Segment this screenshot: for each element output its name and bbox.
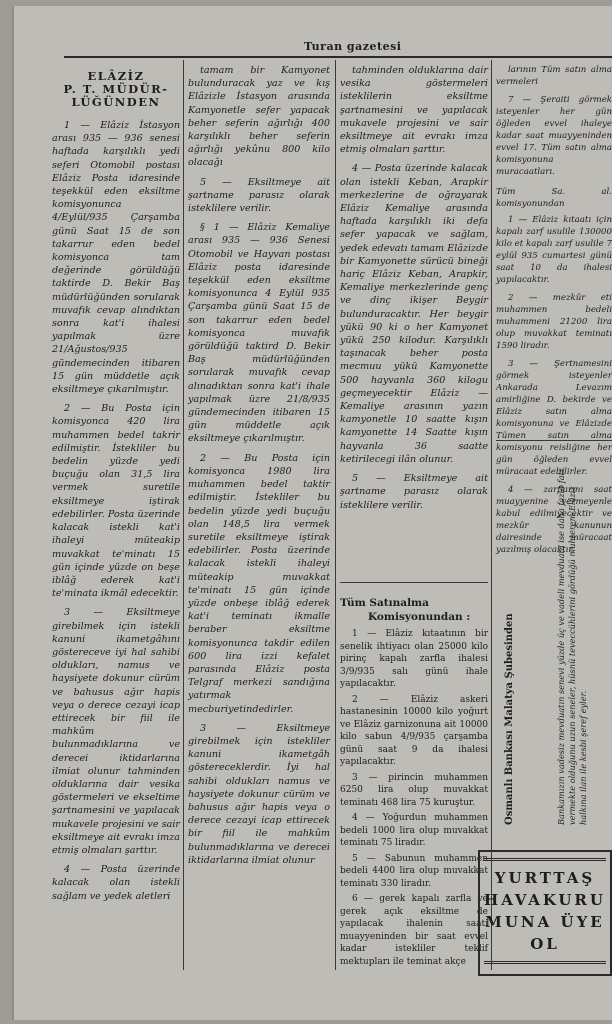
paragraph: 5 — Sabunun muhammen bedeli 4400 lira olup muvakkat teminatı 330 liradır.: [340, 853, 488, 889]
heading-line: P. T. MÜDÜR-: [63, 82, 169, 96]
paragraph: 4 — zarflarını saat muayyenine vermeyenle kabul edilmiyecektir ve mezkûr kanunun dairesinde müracaat yazılmış olacaktır.: [496, 485, 612, 555]
notice-heading: [340, 596, 488, 624]
advert-line: MUNA ÜYE: [485, 913, 605, 931]
paragraph: 3 — Eksiltmeye girebilmek için istekli kanuni ikametgâhını göstereceve iyi hal sahibi oldukları, namus ve haysiyete dokunur cürüm ve bahusus ağır hapis veya o derece cezayi icap ettirecek bir fiil ile mahkûm bulunmadıklarına ve derecei iktidarlarına ilmiat olunur tahminden olduklarına dair vesika göstermeleri ve ekseltime şartnamesini ve yapılacak mukavele projesini ve sair eksiltmeye ait evrakı imza etmiş olmaları şarttır.: [52, 607, 180, 856]
article-ptt-column-3: [340, 64, 488, 574]
paragraph: 6 — gerek kapalı zarfla ve gerek açık eksiltme de yapılacak ihalenin saati muayyeninden bir saat evvel kadar istekliler teklif mektupları ile teminat akçe: [340, 894, 488, 967]
paragraph: 4 — Posta üzerinde kalacak olan istekli sağlam ve yedek aletleri: [52, 864, 180, 902]
heading-line: Komisyonundan :: [368, 611, 471, 623]
paragraph: 3 — Şertnamesini görmek isteyenler Ankarada Levazım amirliğine D. bekirde ve Elâziz satın alma komisyonuna ve Elâzizde Tümen satın alma komisyonu reisliğine her gün öğleden evvel müracaat edebilirler.: [496, 359, 612, 477]
paragraph: larının Tüm satın alma vermeleri: [496, 65, 612, 87]
paragraph: § 1 — Elâziz Kemaliye arası 935 — 936 Senesi Otomobil ve Hayvan postası Elâziz posta idaresinde teşekkül eden eksiltme komisyonunca 4 Eylül 935 Çarşamba günü Saat 15 de son takarrur eden bedel komisyonca muvafık görüldüğü taktird D. Bekir Baş müdürlüğünden sorularak muvafık cevap alınadıktan sonra kat'i ihale yapılmak üzre 21/8/935 gündemecinden itibaren 15 gün müddetle açık eksiltmeye çıkarılmıştır.: [188, 222, 330, 445]
article-ptt-column-2: [188, 64, 330, 964]
section-rule: [340, 582, 488, 583]
paragraph: 2 — Bu Posta için komisyonca 1980 lira muhammen bedel taktir edilmiştir. İstekliler bu bedelin yüzde yedi buçuğu olan 148,5 lira vermek suretile eksiltmeye iştirak edebilirler. Posta üzerinde kalacak istekli ihaleyi müteakip muvakkat te'minatı 15 gün içinde yüzde onbeşe iblâğ ederek kat'i teminatı ikmalle beraber eksiltme komisyonunca takdir edilen 600 lira izzi kefalet parasında Elâziz posta Telgraf merkezi sandığına yatırmak mecburiyetindedirler.: [188, 452, 330, 715]
running-head: Turan gazetesi: [304, 40, 402, 53]
bank-notice-text: Bankamızın vadesiz mevduatın senevi yüzde üç ve vadeli mevduata ise daha fazla faiz vermekte olduğunu uzun seneler, hüsnü teveccühlerini gördüğü muhterem Elâziz halkına ilan ile kesbi şeref eyler.: [556, 468, 588, 825]
tum-satinalma-notice: [340, 596, 488, 976]
paragraph: 7 — Şeraiti görmek isteyenler her gün öğleden evvel ihaleye kadar saat muayyeninden evvel 17. Tüm satın alma komisyonuna muracaatları.: [496, 95, 612, 177]
paragraph: 3 — pirincin muhammen 6250 lira olup muvakkat teminatı 468 lira 75 kuruştur.: [340, 772, 488, 808]
havakurumu-advert: [478, 850, 612, 976]
advert-line: OL: [530, 935, 560, 953]
paragraph: 1 — Elâziz İstasyon arası 935 — 936 senesi haftada karşılıklı yedi seferi Otomobil postası Elâziz Posta idaresinde teşekkül eden eksiltme komisyonunca 4/Eylül/935 Çarşamba günü Saat 15 de son takarrur eden bedel komisyonca tam değerinde görüldüğü taktirde D. Bekir Baş müdürlüğünden sorularak muvafık cevap alındıktan sonra kat'i ihalesi yapılmak üzre 21/Ağustos/935 gündemecinden itibaren 15 gün müddetle açık eksiltmeye çıkarılmıştır.: [52, 120, 180, 396]
paragraph: 4 — Yoğurdun muhammen bedeli 1000 lira olup muvakkat teminatı 75 liradır.: [340, 813, 488, 848]
paragraph: tahminden olduklarına dair vesika göstermeleri isteklilerin eksiltme şartnamesini ve yapılacak mukavele projesini ve sair eksiltmeye ait evrakı imza etmiş olmaları şarttır.: [340, 65, 488, 156]
column-rule: [183, 60, 184, 970]
paragraph: 3 — Eksiltmeye girebilmek için istekliler kanuni ikametgâh göstereceklerdir. İyi hal sahibi oldukları namus ve haysiyete dokunur cürüm ve bahusus ağır hapis veya o derece cezayi icap ettirecek bir fiil ile mahkûm bulunmadıklarına ve derecei iktidarlarına ilmiat olunur: [188, 722, 330, 866]
bank-notice-title: Osmanlı Bankası Malatya Şubesinden: [504, 613, 515, 825]
advert-line: HAVAKURU: [484, 891, 606, 909]
article-heading: [52, 70, 180, 109]
paragraph: 2 — mezkûr eti muhammen bedeli muhammeni 21200 lira olup muvakkat teminatı 1590 liradır.: [496, 293, 612, 351]
paragraph: 4 — Posta üzerinde kalacak olan istekli Keban, Arapkir merkezlerine de oğrayarak Elâziz Kemaliye arasında haftada karşılıklı iki defa sefer yapacak ve sağlam, yedek edevatı tamam Elâzizde bir Kamyonette sürücü bineği hariç Elâziz Keban, Arapkir, Kemaliye merkezlerinde genç ve dinç ikişer Beygir bulunduracaktır. Her beygir yükü 90 ki o her Kamyonet yükü 250 kilodur. Karşılıklı taşınacak beher posta mecmuu yükü Kamyonette 500 hayvanla 360 kilogu geçmeyecektir Elâziz — Kemaliye arasının yazın kamyonetle 10 saatte kışın kamyonette 14 Saatte kışın hayvanla 36 saatte ketirilecegi ilân olunur.: [340, 163, 488, 465]
column-rule: [491, 60, 492, 970]
bank-notice: [496, 440, 612, 840]
paragraph: 5 — Eksiltmeye ait şartname parasız olarak isteklilere verilir.: [188, 176, 330, 215]
paragraph: 1 — Elâziz kıtaatı için kapalı zarf usulile 130000 kilo et kapalı zarf usulile 7 eylül 935 cumartesi günü saat 10 da ihalesi yapılacaktır.: [496, 215, 612, 285]
heading-line: Tüm Satınalma: [340, 597, 429, 609]
column-rule: [335, 60, 336, 970]
header-rule: [64, 56, 612, 58]
section-title: Tüm Sa. al. komisyonundan: [496, 187, 612, 209]
paragraph: 2 — Elâziz askeri hastanesinin 10000 kilo yoğurt ve Elâziz garnizonuna ait 10000 kilo sabun 4/9/935 çarşamba günü saat 9 da ihalesi yapılacaktır.: [340, 694, 488, 767]
paragraph: 5 — Eksiltmeye ait şartname parasız olarak isteklilere verilir.: [340, 473, 488, 511]
advert-frame: [484, 858, 606, 964]
paragraph: 1 — Elâziz kıtaatının bir senelik ihtiyacı olan 25000 kilo pirinç kapalı zarfla ihalesi 3/9/935 salı günü ihale yapılacaktır.: [340, 629, 488, 689]
paragraph: tamam bir Kamyonet bulunduracak yaz ve kış Elâzizle İstasyon arasında Kamyonetle sefer yapacak beher seferin ağırlığı 400 karşılıklı beher seferin ağırlığı yekûnu 800 kilo olacağı: [188, 65, 330, 169]
paragraph: 2 — Bu Posta için komisyonca 420 lira muhammen bedel takrir edilmiştir. İstekliler bu bedelin yüzde yedi buçuğu olan 31,5 lira vermek suretile eksiltmeye iştirak edebilirler. Posta üzerinde kalacak istekli kat'i ihaleyi müteakip muvakkat te'minatı 15 gün içinde yüzde on beşe iblâğ ederek kat'i te'minata ikmâl edecektir.: [52, 403, 180, 600]
advert-line: YURTTAŞ: [494, 869, 596, 887]
heading-line: LÜĞÜNDEN: [71, 95, 161, 109]
heading-line: ELÂZİZ: [87, 69, 145, 83]
article-ptt-column-1: [52, 64, 180, 954]
article-column-4: [496, 64, 612, 555]
